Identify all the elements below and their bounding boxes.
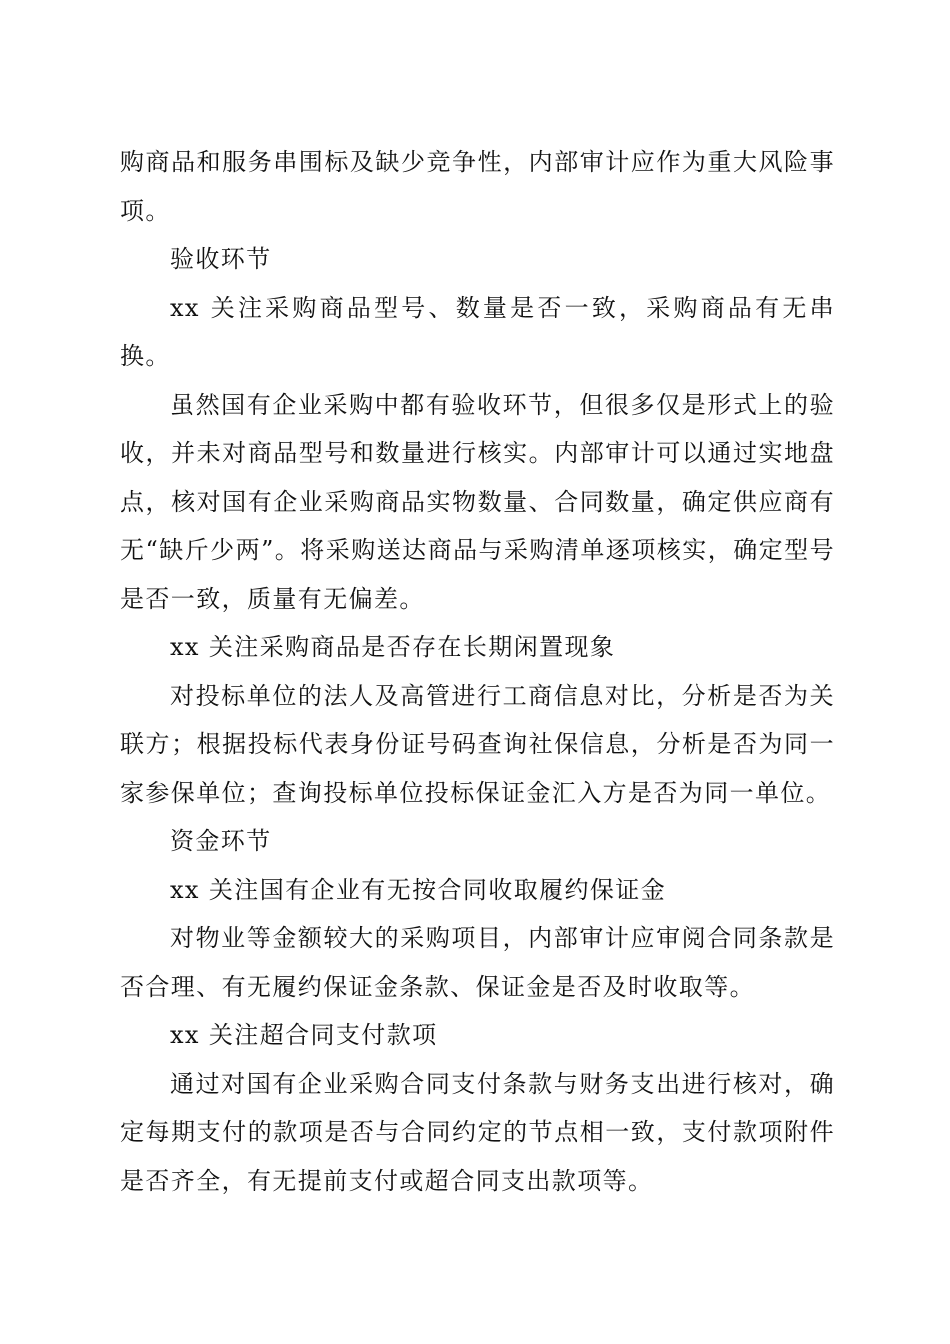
subheading-model-quantity: xx 关注采购商品型号、数量是否一致，采购商品有无串换。 xyxy=(120,293,835,370)
subheading-performance-bond: xx 关注国有企业有无按合同收取履约保证金 xyxy=(170,875,667,904)
paragraph-bidder-comparison: 对投标单位的法人及高管进行工商信息对比，分析是否为关联方；根据投标代表身份证号码查询社保信息，分析是否为同一家参保单位；查询投标单位投标保证金汇入方是否为同一单位。 xyxy=(120,681,835,807)
document-body xyxy=(120,138,835,1205)
paragraph-contract-review: 对物业等金额较大的采购项目，内部审计应审阅合同条款是否合理、有无履约保证金条款、保证金是否及时收取等。 xyxy=(120,924,835,1001)
paragraph-payment-check: 通过对国有企业采购合同支付条款与财务支出进行核对，确定每期支付的款项是否与合同约定的节点相一致，支付款项附件是否齐全，有无提前支付或超合同支出款项等。 xyxy=(120,1069,835,1195)
paragraph-continuation: 购商品和服务串围标及缺少竞争性，内部审计应作为重大风险事项。 xyxy=(120,148,835,225)
subheading-idle-goods: xx 关注采购商品是否存在长期闲置现象 xyxy=(170,633,616,661)
subheading-over-contract-payment: xx 关注超合同支付款项 xyxy=(170,1021,438,1049)
section-heading-acceptance: 验收环节 xyxy=(170,245,272,273)
section-heading-funds: 资金环节 xyxy=(170,827,272,855)
paragraph-acceptance-check: 虽然国有企业采购中都有验收环节，但很多仅是形式上的验收，并未对商品型号和数量进行核实。内部审计可以通过实地盘点，核对国有企业采购商品实物数量、合同数量，确定供应商有无“缺斤少两”。将采购送达商品与采购清单逐项核实，确定型号是否一致，质量有无偏差。 xyxy=(120,390,835,613)
